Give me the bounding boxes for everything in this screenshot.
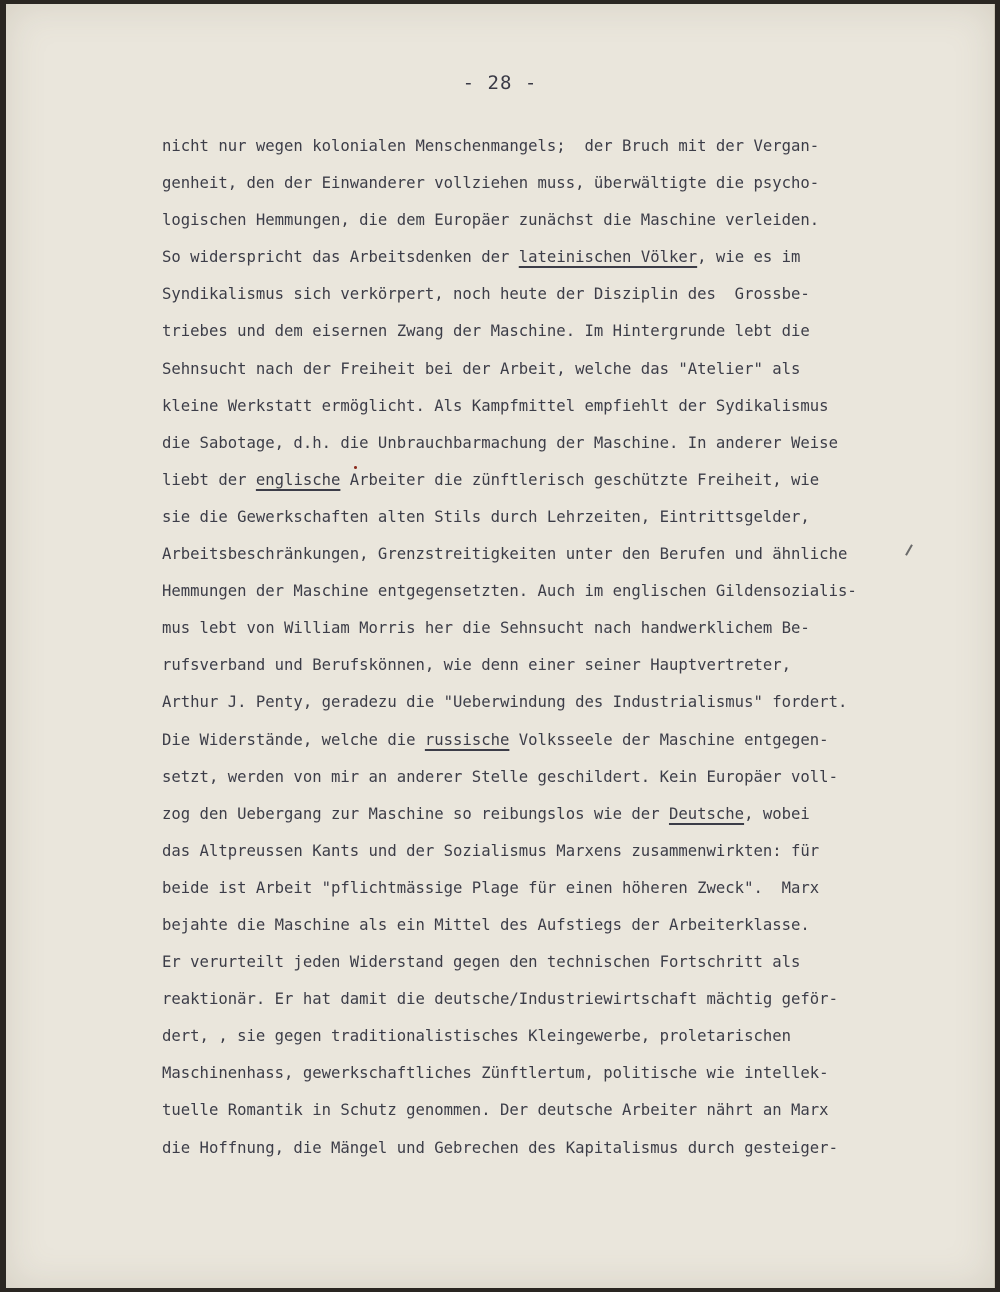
line-text: nicht nur wegen kolonialen Menschenmangels; der Bruch mit der Vergan-	[162, 137, 820, 155]
underlined-phrase: englische	[255, 470, 341, 489]
text-line	[162, 907, 982, 944]
text-line	[162, 499, 982, 536]
text-line	[162, 388, 982, 425]
text-line	[162, 462, 982, 499]
line-text: Arbeiter die zünftlerisch geschützte Freiheit, wie	[340, 470, 820, 489]
text-line	[162, 722, 982, 759]
text-line	[162, 944, 982, 981]
line-text: reaktionär. Er hat damit die deutsche/Industriewirtschaft mächtig geför-	[162, 990, 838, 1009]
text-line	[162, 128, 982, 165]
text-line	[162, 684, 982, 721]
text-line	[162, 647, 982, 684]
text-line	[162, 759, 982, 796]
line-text: triebes und dem eisernen Zwang der Maschine. Im Hintergrunde lebt die	[162, 322, 810, 341]
line-text: Arthur J. Penty, geradezu die "Ueberwindung des Industrialismus" fordert.	[162, 693, 848, 712]
line-text: , wie es im	[697, 248, 801, 267]
text-line	[162, 1018, 982, 1055]
line-text: zog den Uebergang zur Maschine so reibungslos wie der	[162, 804, 669, 823]
text-line	[162, 981, 982, 1018]
line-text: das Altpreussen Kants und der Sozialismus Marxens zusammenwirkten: für	[162, 841, 820, 860]
line-text: Die Widerstände, welche die	[162, 730, 425, 749]
line-text: Sehnsucht nach der Freiheit bei der Arbeit, welche das "Atelier" als	[162, 359, 801, 378]
text-line	[162, 833, 982, 870]
text-line	[162, 1130, 982, 1167]
text-line	[162, 276, 982, 313]
line-text: logischen Hemmungen, die dem Europäer zunächst die Maschine verleiden.	[162, 211, 820, 230]
ink-dot-mark	[354, 466, 357, 469]
document-page	[6, 4, 995, 1288]
line-text: Volksseele der Maschine entgegen-	[509, 730, 829, 749]
line-text: dert, , sie gegen traditionalistisches Kleingewerbe, proletarischen	[162, 1027, 792, 1046]
text-line	[162, 870, 982, 907]
line-text: Er verurteilt jeden Widerstand gegen den technischen Fortschritt als	[162, 953, 801, 972]
line-text: liebt der	[162, 470, 256, 489]
text-line	[162, 425, 982, 462]
page-number: - 28 -	[462, 72, 538, 94]
line-text: rufsverband und Berufskönnen, wie denn einer seiner Hauptvertreter,	[162, 656, 792, 675]
line-text: setzt, werden von mir an anderer Stelle geschildert. Kein Europäer voll-	[162, 767, 838, 786]
line-text: die Hoffnung, die Mängel und Gebrechen des Kapitalismus durch gesteiger-	[162, 1138, 838, 1157]
typewritten-body	[162, 128, 982, 1167]
line-text: Arbeitsbeschränkungen, Grenzstreitigkeiten unter den Berufen und ähnliche	[162, 545, 848, 564]
underlined-phrase: Deutsche	[668, 804, 745, 823]
line-text: sie die Gewerkschaften alten Stils durch Lehrzeiten, Eintrittsgelder,	[162, 507, 810, 526]
line-text: bejahte die Maschine als ein Mittel des Aufstiegs der Arbeiterklasse.	[162, 915, 810, 934]
line-text: beide ist Arbeit "pflichtmässige Plage für einen höheren Zweck". Marx	[162, 878, 820, 897]
underlined-phrase: russische	[424, 730, 510, 749]
line-text: Syndikalismus sich verkörpert, noch heute der Disziplin des Grossbe-	[162, 285, 810, 304]
text-line	[162, 573, 982, 610]
line-text: genheit, den der Einwanderer vollziehen muss, überwältigte die psycho-	[162, 174, 820, 193]
underlined-phrase: lateinischen Völker	[518, 248, 698, 267]
line-text: Hemmungen der Maschine entgegensetzten. Auch im englischen Gildensozialis-	[162, 582, 857, 601]
text-line	[162, 536, 982, 573]
line-text: kleine Werkstatt ermöglicht. Als Kampfmittel empfiehlt der Sydikalismus	[162, 396, 829, 415]
text-line	[162, 796, 982, 833]
line-text: , wobei	[744, 804, 810, 823]
line-text: So widerspricht das Arbeitsdenken der	[162, 248, 519, 267]
text-line	[162, 165, 982, 202]
line-text: mus lebt von William Morris her die Sehnsucht nach handwerklichem Be-	[162, 619, 810, 638]
text-line	[162, 1055, 982, 1092]
line-text: die Sabotage, d.h. die Unbrauchbarmachung der Maschine. In anderer Weise	[162, 433, 838, 452]
text-line	[162, 1092, 982, 1129]
text-line	[162, 351, 982, 388]
text-line	[162, 610, 982, 647]
text-line	[162, 313, 982, 350]
line-text: Maschinenhass, gewerkschaftliches Zünftlertum, politische wie intellek-	[162, 1064, 829, 1083]
text-line	[162, 239, 982, 276]
line-text: tuelle Romantik in Schutz genommen. Der deutsche Arbeiter nährt an Marx	[162, 1101, 829, 1120]
text-line	[162, 202, 982, 239]
